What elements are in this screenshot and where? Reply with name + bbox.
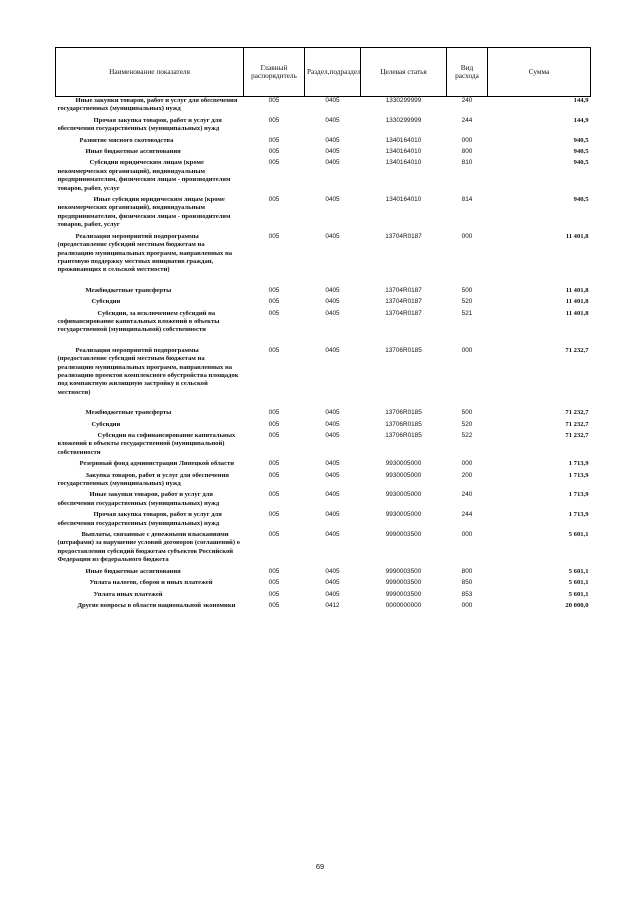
- row-expense-type: 000: [461, 232, 473, 240]
- table-row: [56, 511, 591, 531]
- table-row: [56, 298, 591, 309]
- row-main-manager: 005: [268, 460, 280, 468]
- row-main-manager: 005: [268, 346, 280, 354]
- row-sum: 940,5: [573, 196, 589, 204]
- table-row: [56, 117, 591, 137]
- row-sum: 20 000,0: [565, 601, 589, 609]
- row-sum: 940,5: [573, 159, 589, 167]
- table-row: [56, 568, 591, 579]
- table-row: [56, 591, 591, 602]
- row-article: 1330299999: [385, 97, 422, 104]
- row-sum: 11 401,8: [565, 298, 589, 306]
- row-sum: 1 713,9: [568, 460, 589, 468]
- row-name: Иные закупки товаров, работ и услуг для обеспечения государственных (муниципальных) нужд: [57, 491, 220, 507]
- table-row: [56, 233, 591, 287]
- row-name: Субсидии на софинансирование капитальных вложений в объекты государственной (муниципальной) собственности: [57, 432, 236, 456]
- row-expense-type: 522: [461, 432, 473, 439]
- table-row: [56, 421, 591, 432]
- row-expense-type: 000: [461, 346, 473, 354]
- row-article: 9990003500: [385, 590, 422, 598]
- row-sum: 71 232,7: [565, 420, 589, 428]
- row-main-manager: 005: [268, 148, 280, 156]
- row-sum: 71 232,7: [565, 432, 589, 439]
- row-section: 0405: [325, 196, 340, 204]
- row-section: 0405: [325, 491, 340, 499]
- row-expense-type: 800: [461, 148, 473, 156]
- header-section: Раздел,подраздел: [305, 48, 361, 97]
- header-article: Целевая статья: [361, 48, 447, 97]
- row-name: Иные бюджетные ассигнования: [85, 567, 181, 575]
- row-section: 0405: [325, 116, 340, 124]
- row-sum: 1 713,9: [568, 471, 589, 479]
- row-article: 13704R0187: [385, 309, 422, 317]
- row-main-manager: 005: [268, 196, 280, 204]
- row-sum: 5 601,1: [568, 579, 589, 587]
- page-number: 69: [315, 862, 325, 871]
- row-expense-type: 000: [461, 531, 473, 539]
- table-row: [56, 602, 591, 613]
- row-section: 0405: [325, 579, 340, 587]
- row-article: 13704R0187: [385, 286, 422, 294]
- row-name: Прочая закупка товаров, работ и услуг для обеспечения государственных (муниципальных) нужд: [57, 116, 222, 133]
- row-name: Иные субсидии юридическим лицам (кроме некоммерческих организаций), индивидуальным предпринимателям, физическим лицам - производителям товаров, работ, услуг: [57, 196, 231, 229]
- row-name: Иные закупки товаров, работ и услуг для обеспечения государственных (муниципальных) нужд: [57, 97, 238, 113]
- row-expense-type: 500: [461, 286, 473, 294]
- row-main-manager: 005: [268, 531, 280, 539]
- row-name: Субсидии юридическим лицам (кроме некоммерческих организаций), индивидуальным предпринимателям, физическим лицам - производителям товаров, работ, услуг: [57, 159, 231, 192]
- row-section: 0405: [325, 471, 340, 479]
- row-main-manager: 005: [268, 97, 280, 104]
- row-article: 9930005000: [385, 511, 422, 519]
- row-main-manager: 005: [268, 579, 280, 587]
- header-name: Наименование показателя: [56, 48, 244, 97]
- row-article: 1340164010: [385, 136, 422, 144]
- row-name: Межбюджетные трансферты: [85, 409, 172, 417]
- row-sum: 940,5: [573, 136, 589, 144]
- row-article: 9990003500: [385, 579, 422, 587]
- row-expense-type: 800: [461, 567, 473, 575]
- row-main-manager: 005: [268, 298, 280, 306]
- row-name: Реализация мероприятий подпрограммы (предоставление субсидий местным бюджетам на реализацию муниципальных программ, направленных на реализацию проектов комплексного обустройства площадок под компактную жилищную застройку в сельской местности): [57, 346, 239, 396]
- row-article: 1330299999: [385, 116, 422, 124]
- row-section: 0405: [325, 309, 340, 317]
- row-main-manager: 005: [268, 232, 280, 240]
- row-main-manager: 005: [268, 159, 280, 167]
- row-main-manager: 005: [268, 309, 280, 317]
- row-expense-type: 000: [461, 460, 473, 468]
- row-section: 0405: [325, 298, 340, 306]
- table-row: [56, 148, 591, 159]
- row-article: 9990003500: [385, 567, 422, 575]
- budget-table: [55, 47, 591, 613]
- row-name: Выплаты, связанные с денежными взысканиями (штрафами) за нарушение условий договоров (соглашений) о предоставлении субсидий бюджетам субъектов Российской Федерации из федерального бюджета: [57, 531, 240, 564]
- row-name: Субсидии: [91, 420, 121, 428]
- table-row: [56, 97, 591, 117]
- row-expense-type: 521: [461, 309, 473, 317]
- row-main-manager: 005: [268, 491, 280, 499]
- row-article: 1340164010: [385, 159, 422, 167]
- row-section: 0405: [325, 148, 340, 156]
- row-expense-type: 810: [461, 159, 473, 167]
- row-article: 13704R0187: [385, 298, 422, 306]
- table-row: [56, 472, 591, 492]
- row-section: 0405: [325, 159, 340, 167]
- table-row: [56, 310, 591, 347]
- row-article: 13706R0185: [385, 420, 422, 428]
- table-row: [56, 432, 591, 460]
- table-header: [56, 48, 591, 97]
- row-sum: 11 401,8: [565, 309, 589, 317]
- row-article: 1340164010: [385, 196, 422, 204]
- row-expense-type: 244: [461, 116, 473, 124]
- row-article: 1340164010: [385, 148, 422, 156]
- row-main-manager: 005: [268, 136, 280, 144]
- table-row: [56, 137, 591, 148]
- row-expense-type: 853: [461, 590, 473, 598]
- table-body: [56, 97, 591, 614]
- row-article: 9930005000: [385, 460, 422, 468]
- table-row: [56, 491, 591, 511]
- row-section: 0405: [325, 590, 340, 598]
- row-main-manager: 005: [268, 567, 280, 575]
- row-main-manager: 005: [268, 511, 280, 519]
- row-sum: 144,9: [573, 116, 589, 124]
- row-expense-type: 500: [461, 409, 473, 417]
- header-sum: Сумма: [488, 48, 591, 97]
- row-section: 0405: [325, 97, 340, 104]
- row-name: Другие вопросы в области национальной экономики: [77, 601, 236, 609]
- row-article: 9930005000: [385, 491, 422, 499]
- header-main-manager: Главный распорядитель: [244, 48, 305, 97]
- row-article: 0000000000: [385, 601, 422, 609]
- row-section: 0405: [325, 420, 340, 428]
- row-name: Субсидии, за исключением субсидий на софинансирование капитальных вложений в объекты государственной (муниципальной) собственности: [57, 309, 220, 334]
- row-name: Уплата иных платежей: [93, 590, 163, 598]
- row-expense-type: 000: [461, 601, 473, 609]
- row-name: Резервный фонд администрации Липецкой области: [79, 460, 235, 468]
- row-section: 0405: [325, 136, 340, 144]
- row-expense-type: 520: [461, 420, 473, 428]
- row-article: 9930005000: [385, 471, 422, 479]
- row-section: 0405: [325, 232, 340, 240]
- row-section: 0405: [325, 286, 340, 294]
- row-article: 13706R0185: [385, 409, 422, 417]
- row-expense-type: 240: [461, 491, 473, 499]
- table-row: [56, 196, 591, 233]
- row-section: 0405: [325, 511, 340, 519]
- table-row: [56, 531, 591, 568]
- row-main-manager: 005: [268, 420, 280, 428]
- row-main-manager: 005: [268, 286, 280, 294]
- row-sum: 940,5: [573, 148, 589, 156]
- row-sum: 71 232,7: [565, 409, 589, 417]
- row-name: Иные бюджетные ассигнования: [85, 148, 181, 156]
- table-row: [56, 409, 591, 420]
- row-sum: 1 713,9: [568, 491, 589, 499]
- row-sum: 1 713,9: [568, 511, 589, 519]
- row-name: Закупка товаров, работ и услуг для обеспечения государственных (муниципальных) нужд: [57, 471, 229, 488]
- row-name: Развитие мясного скотоводства: [79, 136, 174, 144]
- row-main-manager: 005: [268, 601, 280, 609]
- row-section: 0405: [325, 460, 340, 468]
- row-name: Уплата налогов, сборов и иных платежей: [89, 579, 213, 587]
- row-expense-type: 200: [461, 471, 473, 479]
- header-expense-type: Вид расхода: [447, 48, 488, 97]
- table-row: [56, 159, 591, 196]
- row-name: Прочая закупка товаров, работ и услуг для обеспечения государственных (муниципальных) нужд: [57, 511, 222, 527]
- row-sum: 11 401,8: [565, 286, 589, 294]
- row-main-manager: 005: [268, 116, 280, 124]
- row-name: Субсидии: [91, 298, 121, 306]
- row-section: 0405: [325, 346, 340, 354]
- table-row: [56, 579, 591, 590]
- row-section: 0405: [325, 432, 340, 439]
- row-expense-type: 520: [461, 298, 473, 306]
- row-article: 13704R0187: [385, 232, 422, 240]
- row-section: 0412: [325, 601, 340, 609]
- row-main-manager: 005: [268, 590, 280, 598]
- row-main-manager: 005: [268, 409, 280, 417]
- row-expense-type: 240: [461, 97, 473, 104]
- row-article: 13706R0185: [385, 432, 422, 439]
- row-expense-type: 850: [461, 579, 473, 587]
- row-sum: 5 601,1: [568, 531, 589, 539]
- row-section: 0405: [325, 409, 340, 417]
- row-article: 13706R0185: [385, 346, 422, 354]
- row-expense-type: 000: [461, 136, 473, 144]
- row-sum: 71 232,7: [565, 346, 589, 354]
- row-sum: 5 601,1: [568, 567, 589, 575]
- row-expense-type: 814: [461, 196, 473, 204]
- row-expense-type: 244: [461, 511, 473, 519]
- row-article: 9990003500: [385, 531, 422, 539]
- row-main-manager: 005: [268, 471, 280, 479]
- row-main-manager: 005: [268, 432, 280, 439]
- row-sum: 5 601,1: [568, 590, 589, 598]
- row-section: 0405: [325, 531, 340, 539]
- row-sum: 11 401,8: [565, 232, 589, 240]
- table-row: [56, 460, 591, 471]
- row-name: Межбюджетные трансферты: [85, 286, 172, 294]
- table-row: [56, 347, 591, 409]
- row-name: Реализация мероприятий подпрограммы (предоставление субсидий местным бюджетам на реализацию муниципальных программ, направленных на грантовую поддержку местных инициатив граждан, проживающих в сельской местности): [57, 232, 233, 274]
- table-row: [56, 287, 591, 298]
- row-section: 0405: [325, 567, 340, 575]
- row-sum: 144,9: [573, 97, 589, 104]
